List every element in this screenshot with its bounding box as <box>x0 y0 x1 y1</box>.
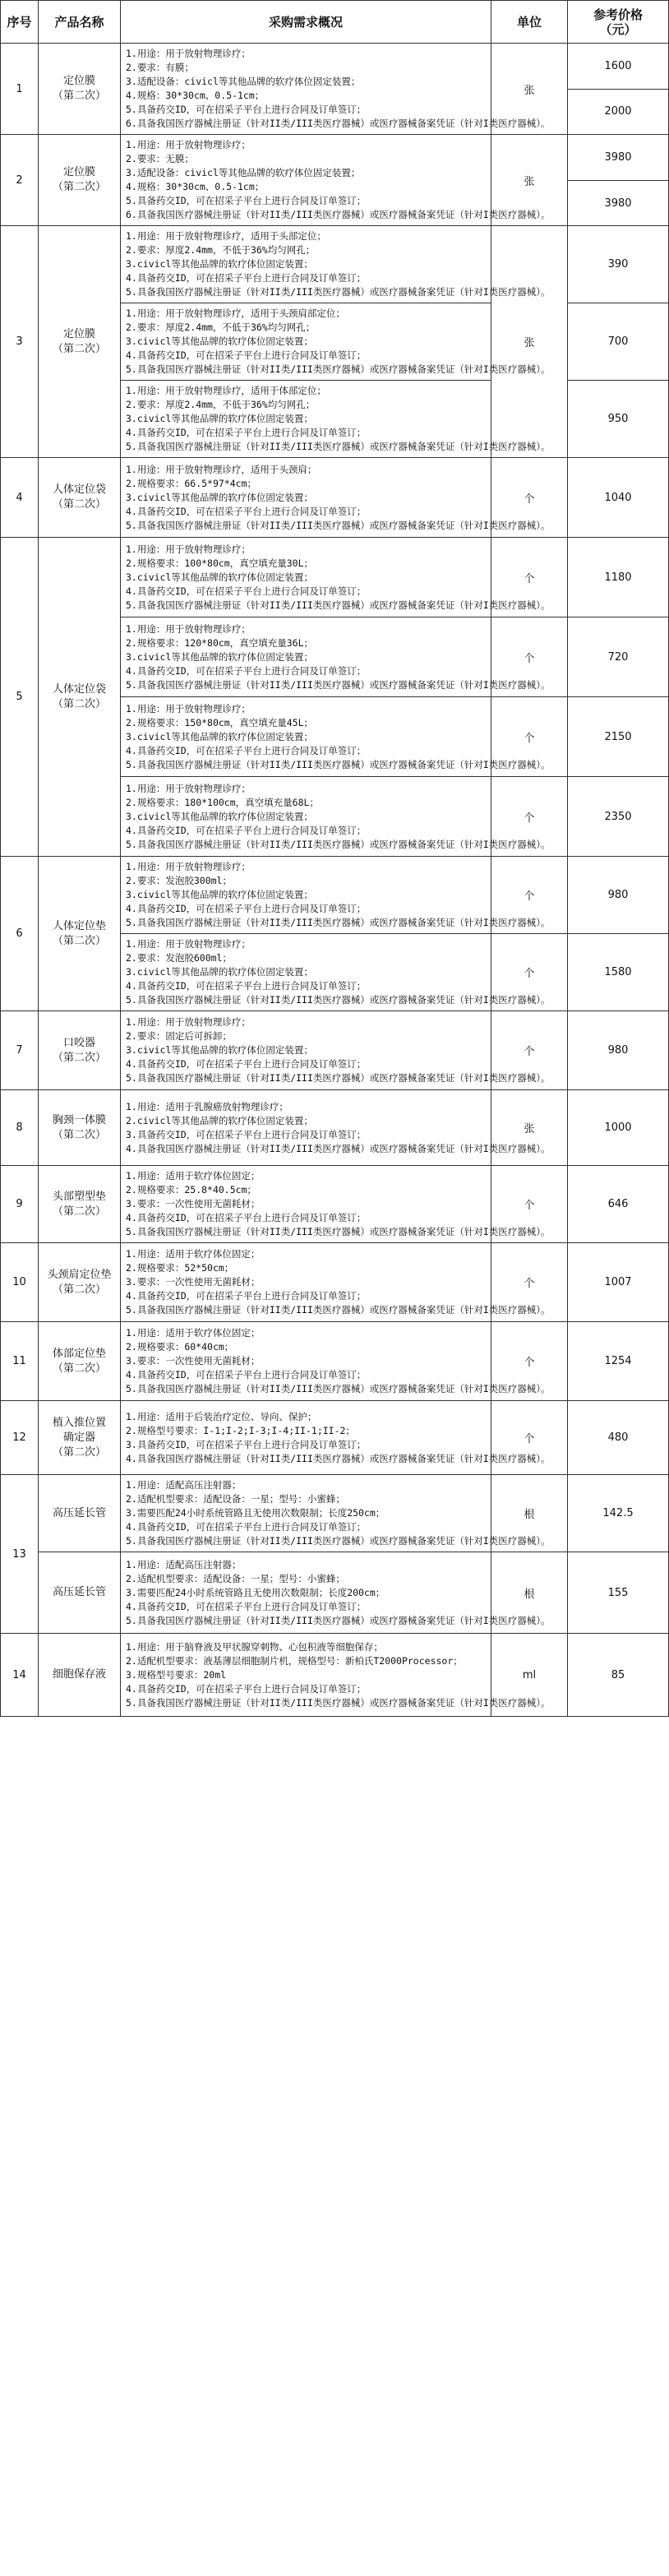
unit-cell: 张 <box>491 44 568 135</box>
seq-cell: 11 <box>1 1322 39 1401</box>
product-name-line: 定位膜 <box>62 75 95 87</box>
product-name-cell <box>39 226 121 458</box>
requirement-line: 2.要求：厚度2.4mm，不低于36%均匀网孔； <box>126 321 316 333</box>
product-name-line: 人体定位袋 <box>52 483 106 496</box>
requirement-line: 2.规格要求：120*80cm，真空填充量36L； <box>126 636 314 649</box>
requirement-line: 3.要求：一次性使用无菌耗材； <box>126 1355 261 1367</box>
requirement-line: 1.用途：用于放射物理诊疗； <box>126 702 251 715</box>
product-name-line: 高压延长管 <box>52 1506 106 1519</box>
requirement-line: 4.具备药交ID，可在招采子平台上进行合同及订单签订； <box>126 824 367 836</box>
unit-cell: 个 <box>491 1011 568 1090</box>
price-cell: 980 <box>568 1011 669 1090</box>
table-row <box>1 857 669 934</box>
requirement-line: 3.规格型号要求：20ml <box>126 1668 227 1681</box>
unit-cell: 张 <box>491 135 568 226</box>
product-name-cell <box>39 1475 121 1552</box>
table-row <box>1 1401 669 1475</box>
seq-cell: 7 <box>1 1011 39 1090</box>
header-price-line-1: 参考价格 <box>593 7 643 22</box>
requirement-line: 5.具备药交ID，可在招采子平台上进行合同及订单签订； <box>126 195 367 206</box>
requirements-cell <box>121 458 551 538</box>
product-name-line: 高压延长管 <box>52 1586 106 1598</box>
product-name-line: 定位膜 <box>62 327 95 340</box>
seq-cell: 3 <box>1 226 39 458</box>
requirement-line: 2.要求：无膜； <box>126 153 194 164</box>
requirement-line: 1.用途：适用于软疗体位固定； <box>126 1248 261 1260</box>
requirements-cell <box>121 1011 551 1090</box>
requirements-cell <box>121 1166 551 1243</box>
product-name-cell <box>39 1634 121 1717</box>
table-row <box>1 1090 669 1166</box>
requirement-line: 2.要求：发泡胶600ml； <box>126 952 232 964</box>
product-name-line: 确定器 <box>62 1431 95 1444</box>
unit-cell: 个 <box>491 857 568 934</box>
requirements-cell <box>121 1322 551 1401</box>
requirement-line: 3.civicl等其他品牌的软疗体位固定装置； <box>126 491 313 503</box>
requirement-line: 1.用途：用于放射物理诊疗； <box>126 543 251 555</box>
product-name-line: （第二次） <box>52 1051 106 1064</box>
seq-cell: 8 <box>1 1090 39 1166</box>
requirement-line: 2.适配机型要求：液基薄层细胞制片机，规格型号：新柏氏T2000Processor； <box>126 1654 463 1667</box>
requirement-line: 5.具备我国医疗器械注册证（针对II类/III类医疗器械）或医疗器械备案凭证（针对I类医疗器械）。 <box>126 519 551 531</box>
unit-cell: 张 <box>491 226 568 458</box>
unit-cell: ml <box>491 1634 568 1717</box>
requirement-line: 3.civicl等其他品牌的软疗体位固定装置； <box>126 335 313 347</box>
product-name-cell <box>39 857 121 1011</box>
requirement-line: 4.具备药交ID，可在招采子平台上进行合同及订单签订； <box>126 1600 367 1612</box>
requirement-line: 1.用途：用于放射物理诊疗，适用于头颈肩部定位； <box>126 308 345 319</box>
requirements-cell <box>121 226 551 303</box>
seq-cell: 6 <box>1 857 39 1011</box>
requirement-line: 1.用途：用于放射物理诊疗； <box>126 782 251 794</box>
product-name-line: （第二次） <box>52 1362 106 1375</box>
requirement-line: 1.用途：用于放射物理诊疗； <box>126 48 251 59</box>
requirement-line: 3.civicl等其他品牌的软疗体位固定装置； <box>126 889 313 900</box>
requirement-line: 2.规格要求：66.5*97*4cm； <box>126 477 257 489</box>
requirements-cell <box>121 697 551 777</box>
requirement-line: 1.用途：适用于后装治疗定位、导向、保护； <box>126 1410 317 1422</box>
price-cell: 1180 <box>568 538 669 617</box>
requirement-line: 1.用途：用于放射物理诊疗，适用于头颈肩； <box>126 463 317 475</box>
table-row <box>1 1166 669 1243</box>
header-seq: 序号 <box>1 1 39 44</box>
unit-cell: 个 <box>491 1243 568 1322</box>
requirement-line: 4.具备药交ID，可在招采子平台上进行合同及订单签订； <box>126 272 367 284</box>
product-name-cell <box>39 1090 121 1166</box>
requirement-line: 4.具备药交ID，可在招采子平台上进行合同及订单签订； <box>126 1369 367 1380</box>
requirement-line: 1.用途：用于放射物理诊疗，适用于体部定位； <box>126 385 326 396</box>
price-cell: 1040 <box>568 458 669 538</box>
requirement-line: 5.具备我国医疗器械注册证（针对II类/III类医疗器械）或医疗器械备案凭证（针对I类医疗器械）。 <box>126 1072 551 1084</box>
unit-cell: 个 <box>491 617 568 697</box>
requirement-line: 1.用途：用于放射物理诊疗； <box>126 861 251 872</box>
price-cell: 1580 <box>568 934 669 1011</box>
requirement-line: 4.规格：30*30cm、0.5-1cm； <box>126 181 265 192</box>
requirement-line: 1.用途：适配高压注射器； <box>126 1479 242 1491</box>
requirement-line: 4.具备药交ID，可在招采子平台上进行合同及订单签订； <box>126 903 367 914</box>
unit-cell: 根 <box>491 1552 568 1634</box>
product-name-line: （第二次） <box>52 1205 106 1218</box>
price-cell: 85 <box>568 1634 669 1717</box>
requirement-line: 3.具备药交ID，可在招采子平台上进行合同及订单签订； <box>126 1128 367 1140</box>
requirement-line: 1.用途：适配高压注射器； <box>126 1558 242 1570</box>
requirement-line: 2.适配机型要求：适配设备：一星；型号：小蜜蜂； <box>126 1572 345 1584</box>
table-body <box>1 44 669 1717</box>
requirement-line: 3.civicl等其他品牌的软疗体位固定装置； <box>126 1044 313 1056</box>
requirement-line: 1.用途：用于放射物理诊疗； <box>126 1016 251 1028</box>
table-row <box>1 135 669 181</box>
header-requirements: 采购需求概况 <box>121 1 491 44</box>
table-row <box>1 1243 669 1322</box>
product-name-cell <box>39 1322 121 1401</box>
requirement-line: 5.具备我国医疗器械注册证（针对II类/III类医疗器械）或医疗器械备案凭证（针对I类医疗器械）。 <box>126 1614 551 1626</box>
seq-cell: 14 <box>1 1634 39 1717</box>
product-name-cell <box>39 458 121 538</box>
requirement-line: 4.具备药交ID，可在招采子平台上进行合同及订单签订； <box>126 585 367 597</box>
product-name-line: （第二次） <box>52 697 106 710</box>
product-name-line: 人体定位垫 <box>52 919 106 932</box>
requirement-line: 2.要求：固定后可拆卸； <box>126 1030 232 1042</box>
requirements-cell <box>121 381 551 458</box>
table-row <box>1 1475 669 1552</box>
requirements-cell <box>121 1243 551 1322</box>
seq-cell: 12 <box>1 1401 39 1475</box>
requirement-line: 5.具备我国医疗器械注册证（针对II类/III类医疗器械）或医疗器械备案凭证（针对I类医疗器械）。 <box>126 363 551 375</box>
table-row <box>1 458 669 538</box>
product-name-line: 植入推位置 <box>52 1416 106 1429</box>
seq-cell: 2 <box>1 135 39 226</box>
product-name-cell <box>39 135 121 226</box>
requirement-line: 2.要求：有膜； <box>126 62 194 73</box>
unit-cell: 个 <box>491 1166 568 1243</box>
price-cell: 155 <box>568 1552 669 1634</box>
table-row <box>1 226 669 303</box>
product-name-line: 胸颈一体膜 <box>52 1113 106 1126</box>
table-row <box>1 1634 669 1717</box>
price-cell: 480 <box>568 1401 669 1475</box>
requirement-line: 4.具备药交ID，可在招采子平台上进行合同及订单签订； <box>126 664 367 677</box>
header-row <box>1 1 669 44</box>
requirement-line: 3.civicl等其他品牌的软疗体位固定装置； <box>126 650 313 663</box>
requirements-cell <box>121 777 551 857</box>
requirement-line: 3.适配设备：civicl等其他品牌的软疗体位固定装置； <box>126 76 361 87</box>
unit-cell: 个 <box>491 538 568 617</box>
requirement-line: 1.用途：用于脑脊液及甲状腺穿刺物、心包积液等细胞保存； <box>126 1640 383 1653</box>
price-cell: 646 <box>568 1166 669 1243</box>
price-cell: 980 <box>568 857 669 934</box>
price-cell: 720 <box>568 617 669 697</box>
requirements-cell <box>121 1475 551 1552</box>
product-name-line: 人体定位袋 <box>52 682 106 696</box>
requirement-line: 3.civicl等其他品牌的软疗体位固定装置； <box>126 413 313 424</box>
requirement-line: 3.civicl等其他品牌的软疗体位固定装置； <box>126 730 313 742</box>
unit-cell: 张 <box>491 1090 568 1166</box>
requirement-line: 2.规格要求：180*100cm，真空填充量68L； <box>126 796 319 808</box>
header-product-name: 产品名称 <box>39 1 121 44</box>
price-cell: 700 <box>568 303 669 381</box>
product-name-line: （第二次） <box>52 181 106 193</box>
requirement-line: 4.具备药交ID，可在招采子平台上进行合同及订单签订； <box>126 1212 367 1223</box>
price-cell: 2150 <box>568 697 669 777</box>
price-cell: 390 <box>568 226 669 303</box>
price-cell: 2350 <box>568 777 669 857</box>
requirement-line: 5.具备我国医疗器械注册证（针对II类/III类医疗器械）或医疗器械备案凭证（针对I类医疗器械）。 <box>126 838 551 850</box>
table-row <box>1 538 669 617</box>
product-name-line: （第二次） <box>52 1283 106 1296</box>
product-name-cell <box>39 1166 121 1243</box>
requirement-line: 2.要求：发泡胶300ml； <box>126 875 232 886</box>
requirement-line: 4.具备我国医疗器械注册证（针对II类/III类医疗器械）或医疗器械备案凭证（针对I类医疗器械）。 <box>126 1142 551 1154</box>
requirement-line: 2.要求：厚度2.4mm，不低于36%均匀网孔； <box>126 399 316 410</box>
requirement-line: 2.规格要求：52*50cm； <box>126 1262 234 1274</box>
table-row <box>1 44 669 90</box>
requirement-line: 1.用途：适用于软疗体位固定； <box>126 1327 261 1339</box>
requirements-cell <box>121 538 551 617</box>
header-price-line-2: （元） <box>599 21 637 37</box>
seq-cell: 13 <box>1 1475 39 1634</box>
requirements-cell <box>121 303 551 381</box>
product-name-line: 细胞保存液 <box>52 1668 106 1681</box>
product-name-line: （第二次） <box>52 90 106 102</box>
requirements-cell <box>121 857 551 934</box>
product-name-line: （第二次） <box>52 934 106 947</box>
requirement-line: 4.具备药交ID，可在招采子平台上进行合同及订单签订； <box>126 980 367 992</box>
product-name-line: 头颈肩定位垫 <box>47 1268 112 1281</box>
requirement-line: 4.具备药交ID，可在招采子平台上进行合同及订单签订； <box>126 427 367 438</box>
requirement-line: 1.用途：用于放射物理诊疗； <box>126 139 251 150</box>
requirement-line: 3.需要匹配24小时系统管路且无使用次数限制；长度250cm； <box>126 1507 385 1519</box>
requirement-line: 4.规格：30*30cm、0.5-1cm； <box>126 90 265 101</box>
requirement-line: 2.规格要求：25.8*40.5cm； <box>126 1184 257 1196</box>
requirement-line: 2.规格要求：150*80cm，真空填充量45L； <box>126 716 314 728</box>
product-name-line: 口咬器 <box>62 1036 95 1049</box>
product-name-line: （第二次） <box>52 498 106 511</box>
requirement-line: 5.具备我国医疗器械注册证（针对II类/III类医疗器械）或医疗器械备案凭证（针对I类医疗器械）。 <box>126 286 551 298</box>
requirement-line: 5.具备我国医疗器械注册证（针对II类/III类医疗器械）或医疗器械备案凭证（针对I类医疗器械）。 <box>126 758 551 770</box>
requirement-line: 3.具备药交ID，可在招采子平台上进行合同及订单签订； <box>126 1438 367 1450</box>
requirement-line: 1.用途：用于放射物理诊疗； <box>126 622 251 635</box>
unit-cell: 个 <box>491 458 568 538</box>
requirement-line: 2.适配机型要求：适配设备：一星；型号：小蜜蜂； <box>126 1493 345 1505</box>
product-name-line: 头部塑型垫 <box>52 1190 106 1203</box>
requirement-line: 5.具备我国医疗器械注册证（针对II类/III类医疗器械）或医疗器械备案凭证（针对I类医疗器械）。 <box>126 1304 551 1316</box>
header-unit: 单位 <box>491 1 568 44</box>
requirement-line: 2.要求：厚度2.4mm，不低于36%均匀网孔； <box>126 244 316 256</box>
requirement-line: 3.要求：一次性使用无菌耗材； <box>126 1198 261 1209</box>
seq-cell: 10 <box>1 1243 39 1322</box>
requirement-line: 2.civicl等其他品牌的软疗体位固定装置； <box>126 1114 313 1126</box>
requirement-line: 4.具备药交ID，可在招采子平台上进行合同及订单签订； <box>126 1521 367 1533</box>
requirements-cell <box>121 44 551 135</box>
product-name-line: 体部定位垫 <box>52 1347 106 1360</box>
unit-cell: 个 <box>491 697 568 777</box>
table-row <box>1 1322 669 1401</box>
requirement-line: 4.具备我国医疗器械注册证（针对II类/III类医疗器械）或医疗器械备案凭证（针对I类医疗器械）。 <box>126 1452 551 1464</box>
requirement-line: 4.具备药交ID，可在招采子平台上进行合同及订单签订； <box>126 744 367 756</box>
requirement-line: 3.civicl等其他品牌的软疗体位固定装置； <box>126 810 313 822</box>
requirement-line: 4.具备药交ID，可在招采子平台上进行合同及订单签订； <box>126 1290 367 1302</box>
requirement-line: 5.具备我国医疗器械注册证（针对II类/III类医疗器械）或医疗器械备案凭证（针对I类医疗器械）。 <box>126 1696 551 1709</box>
price-cell: 1254 <box>568 1322 669 1401</box>
requirements-cell <box>121 1090 551 1166</box>
price-cell: 1000 <box>568 1090 669 1166</box>
requirements-cell <box>121 1634 551 1717</box>
price-cell: 950 <box>568 381 669 458</box>
requirement-line: 3.需要匹配24小时系统管路且无使用次数限制；长度200cm； <box>126 1586 385 1598</box>
requirement-line: 1.用途：用于放射物理诊疗，适用于头部定位； <box>126 230 326 242</box>
table-row <box>1 1011 669 1090</box>
requirement-line: 4.具备药交ID，可在招采子平台上进行合同及订单签订； <box>126 505 367 517</box>
requirement-line: 5.具备我国医疗器械注册证（针对II类/III类医疗器械）或医疗器械备案凭证（针对I类医疗器械）。 <box>126 1226 551 1237</box>
unit-cell: 个 <box>491 1401 568 1475</box>
product-name-cell <box>39 1243 121 1322</box>
product-name-line: （第二次） <box>52 1445 106 1459</box>
requirement-line: 1.用途：适用于乳腺癌放射物理诊疗； <box>126 1100 288 1112</box>
price-cell: 142.5 <box>568 1475 669 1552</box>
requirement-line: 3.civicl等其他品牌的软疗体位固定装置； <box>126 571 313 583</box>
price-cell: 1600 <box>568 44 669 90</box>
unit-cell: 个 <box>491 934 568 1011</box>
requirement-line: 5.具备我国医疗器械注册证（针对II类/III类医疗器械）或医疗器械备案凭证（针对I类医疗器械）。 <box>126 1383 551 1394</box>
product-name-cell <box>39 1401 121 1475</box>
requirement-line: 6.具备我国医疗器械注册证（针对II类/III类医疗器械）或医疗器械备案凭证（针对I类医疗器械）。 <box>126 118 551 129</box>
unit-cell: 个 <box>491 1322 568 1401</box>
product-name-line: （第二次） <box>52 1128 106 1141</box>
seq-cell: 9 <box>1 1166 39 1243</box>
price-cell: 3980 <box>568 135 669 181</box>
requirement-line: 1.用途：用于放射物理诊疗； <box>126 938 251 950</box>
requirements-cell <box>121 1401 551 1475</box>
seq-cell: 4 <box>1 458 39 538</box>
requirement-line: 2.规格要求：60*40cm； <box>126 1341 234 1353</box>
requirement-line: 5.具备我国医疗器械注册证（针对II类/III类医疗器械）或医疗器械备案凭证（针对I类医疗器械）。 <box>126 599 551 611</box>
seq-cell: 5 <box>1 538 39 857</box>
requirement-line: 5.具备我国医疗器械注册证（针对II类/III类医疗器械）或医疗器械备案凭证（针对I类医疗器械）。 <box>126 1535 551 1547</box>
requirement-line: 5.具备我国医疗器械注册证（针对II类/III类医疗器械）或医疗器械备案凭证（针对I类医疗器械）。 <box>126 441 551 452</box>
requirement-line: 4.具备药交ID，可在招采子平台上进行合同及订单签订； <box>126 1682 367 1695</box>
header-reference-price <box>568 1 669 44</box>
price-cell: 2000 <box>568 89 669 135</box>
unit-cell: 根 <box>491 1475 568 1552</box>
price-cell: 3980 <box>568 181 669 226</box>
requirement-line: 5.具备药交ID，可在招采子平台上进行合同及订单签订； <box>126 104 367 115</box>
requirement-line: 5.具备我国医疗器械注册证（针对II类/III类医疗器械）或医疗器械备案凭证（针对I类医疗器械）。 <box>126 994 551 1006</box>
requirement-line: 6.具备我国医疗器械注册证（针对II类/III类医疗器械）或医疗器械备案凭证（针对I类医疗器械）。 <box>126 209 551 220</box>
requirement-line: 3.适配设备：civicl等其他品牌的软疗体位固定装置； <box>126 167 361 178</box>
requirement-line: 5.具备我国医疗器械注册证（针对II类/III类医疗器械）或医疗器械备案凭证（针对I类医疗器械）。 <box>126 917 551 928</box>
requirements-cell <box>121 135 551 226</box>
unit-cell: 个 <box>491 777 568 857</box>
table-row <box>1 1552 669 1634</box>
requirement-line: 3.civicl等其他品牌的软疗体位固定装置； <box>126 966 313 978</box>
product-name-cell <box>39 1011 121 1090</box>
requirements-cell <box>121 934 551 1011</box>
requirements-cell <box>121 1552 551 1634</box>
product-name-line: 定位膜 <box>62 166 95 178</box>
product-name-cell <box>39 538 121 857</box>
price-cell: 1007 <box>568 1243 669 1322</box>
requirement-line: 1.用途：适用于软疗体位固定； <box>126 1170 261 1182</box>
requirements-cell <box>121 617 551 697</box>
requirement-line: 2.规格型号要求：I-1;I-2;I-3;I-4;II-1;II-2； <box>126 1424 355 1436</box>
requirement-line: 4.具备药交ID，可在招采子平台上进行合同及订单签订； <box>126 349 367 361</box>
product-name-cell <box>39 1552 121 1634</box>
requirement-line: 5.具备我国医疗器械注册证（针对II类/III类医疗器械）或医疗器械备案凭证（针对I类医疗器械）。 <box>126 678 551 691</box>
product-name-cell <box>39 44 121 135</box>
seq-cell: 1 <box>1 44 39 135</box>
requirement-line: 3.要求：一次性使用无菌耗材； <box>126 1276 261 1288</box>
requirement-line: 2.规格要求：100*80cm，真空填充量30L； <box>126 557 314 569</box>
requirement-line: 3.civicl等其他品牌的软疗体位固定装置； <box>126 258 313 270</box>
product-name-line: （第二次） <box>52 342 106 355</box>
requirement-line: 4.具备药交ID，可在招采子平台上进行合同及订单签订； <box>126 1058 367 1070</box>
